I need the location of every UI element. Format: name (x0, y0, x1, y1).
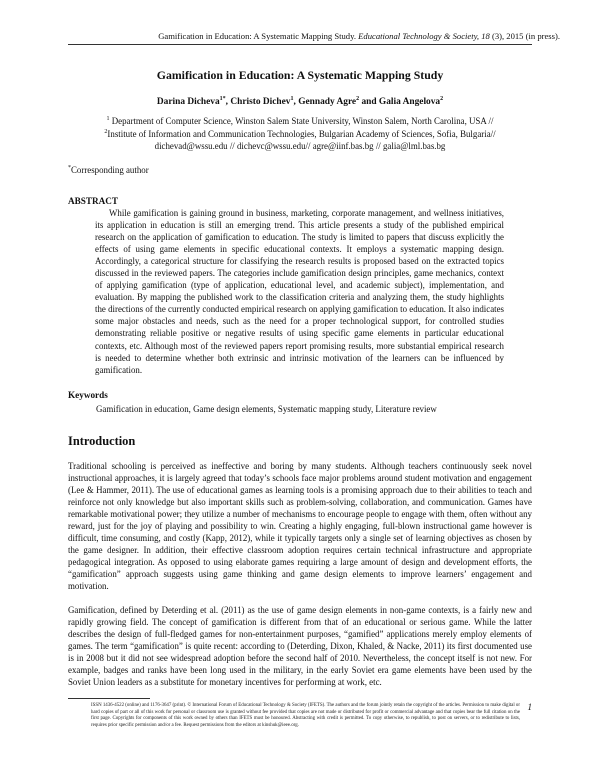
author (379, 97, 443, 107)
introduction-heading: Introduction (68, 434, 136, 448)
author-name: Christo Dichev (230, 97, 291, 108)
author-list (0, 96, 600, 107)
license-footnote: ISSN 1436-4522 (online) and 1176-3647 (print). © International Forum of Educational Technology & Society (IFETS). The authors and the forum jointly retain the copyright of the articles. Permission to make digital or hard copies of part or all of this work for personal or classroom use is granted without fee provided that copies are not made or distributed for profit or commercial advantage and that copies bear the full citation on the first page. Copyrights for components of this work owned by others than IFETS must be honoured. Abstracting with credit is permitted. To copy otherwise, to republish, to post on servers, or to redistribute to lists, requires prior specific permission and/or a fee. Request permissions from the editors at kinshuk@ieee.org. (91, 703, 520, 728)
page-number: 1 (527, 702, 532, 712)
author-emails: dichevad@wssu.edu // dichevc@wssu.edu// agre@iinf.bas.bg // galia@lml.bas.bg (154, 141, 446, 151)
affiliation-mark: 1 (106, 116, 110, 123)
author-mark: 2 (440, 96, 444, 102)
corresponding-author-note (68, 165, 149, 175)
affiliation-mark: 2 (104, 129, 108, 136)
keywords-text: Gamification in education, Game design elements, Systematic mapping study, Literature review (96, 404, 437, 414)
running-header-prefix: Gamification in Education: A Systematic Mapping Study. (158, 31, 359, 41)
author-mark: 2 (356, 96, 360, 102)
abstract-text: While gamification is gaining ground in business, marketing, corporate management, and wellness initiatives, its application in education is still an emerging trend. This article presents a study of the published empirical research on the application of gamification to education. The study is limited to papers that discuss explicitly the effects of using game elements in specific educational contexts. It employs a systematic mapping design. Accordingly, a categorical structure for classifying the research results is proposed based on the extracted topics discussed in the reviewed papers. The categories include gamification design principles, game mechanics, context of applying gamification (type of application, educational level, and academic subject), implementation, and evaluation. By mapping the published work to the classification criteria and analyzing them, the study highlights the directions of the currently conducted empirical research on applying gamification to education. It also indicates some major obstacles and needs, such as the need for a proper technological support, for controlled studies demonstrating reliable positive or negative results of using specific game elements in particular educational contexts, etc. Although most of the reviewed papers report promising results, more substantial empirical research is needed to determine whether both extrinsic and intrinsic motivation of the learners can be influenced by gamification. (95, 208, 504, 375)
paper-title: Gamification in Education: A Systematic Mapping Study (156, 68, 444, 82)
corresponding-text: Corresponding author (71, 165, 149, 175)
author-separator: , (293, 97, 299, 108)
author-name: Darina Dicheva (156, 97, 220, 108)
author (157, 97, 230, 107)
author-mark: 1 (290, 96, 294, 102)
keywords-heading: Keywords (68, 390, 108, 400)
introduction-paragraph-2: Gamification, defined by Deterding et al. (2011) as the use of game design elements in non-game contexts, is a fairly new and rapidly growing field. The concept of gamification is different from that of an educational or serious game. While the latter describes the design of full-fledged games for non-entertainment purposes, “gamified” applications merely employ elements of games. The term “gamification” is quite recent: according to (Deterding, Dixon, Khaled, & Nacke, 2011) its first documented use is in 2008 but it did not see widespread adoption before the second half of 2010. Nevertheless, the concept itself is not new. For example, badges and ranks have been long used in the military, in the early Soviet era game elements have been used by the Soviet Union leaders as a substitute for monetary incentives for performing at work, etc. (68, 605, 532, 688)
author-separator: and (359, 97, 379, 108)
introduction-paragraph-1: Traditional schooling is perceived as ineffective and boring by many students. Although teachers continuously seek novel instructional approaches, it is largely agreed that today’s schools face major problems around student motivation and engagement (Lee & Hammer, 2011). The use of educational games as learning tools is a promising approach due to their abilities to teach and reinforce not only knowledge but also important skills such as problem-solving, collaboration, and communication. Games have remarkable motivational power; they utilize a number of mechanisms to encourage people to engage with them, often without any reward, just for the joy of playing and possibility to win. Creating a highly engaging, full-blown instructional game however is difficult, time consuming, and costly (Kapp, 2012), while it typically targets only a single set of learning objectives as chosen by the game designer. In addition, their effective classroom adoption requires certain technical infrastructure and appropriate pedagogical integration. As opposed to using elaborate games requiring a large amount of design and development efforts, the “gamification” approach suggests using game thinking and game design elements to improve learners’ engagement and motivation. (68, 461, 532, 592)
running-header-suffix: (3), 2015 (in press). (489, 31, 560, 41)
affiliation-2 (60, 129, 540, 139)
author-name: Galia Angelova (378, 97, 441, 108)
header-rule (68, 44, 532, 45)
footer-rule (68, 698, 150, 699)
author (298, 97, 379, 107)
running-header (40, 31, 560, 41)
affiliation-text: Department of Computer Science, Winston Salem State University, Winston Salem, North Carolina, USA // (109, 116, 494, 126)
author-separator: , (225, 97, 231, 108)
author-name: Gennady Agre (298, 97, 357, 108)
author (230, 97, 298, 107)
affiliation-text: Institute of Information and Communication Technologies, Bulgarian Academy of Sciences, Sofia, Bulgaria// (107, 129, 496, 139)
author-mark: 1* (219, 96, 226, 102)
affiliation-1 (60, 116, 540, 126)
running-header-journal: Educational Technology & Society, 18 (358, 31, 490, 41)
abstract-heading: ABSTRACT (68, 196, 119, 206)
corresponding-mark: * (68, 165, 71, 172)
